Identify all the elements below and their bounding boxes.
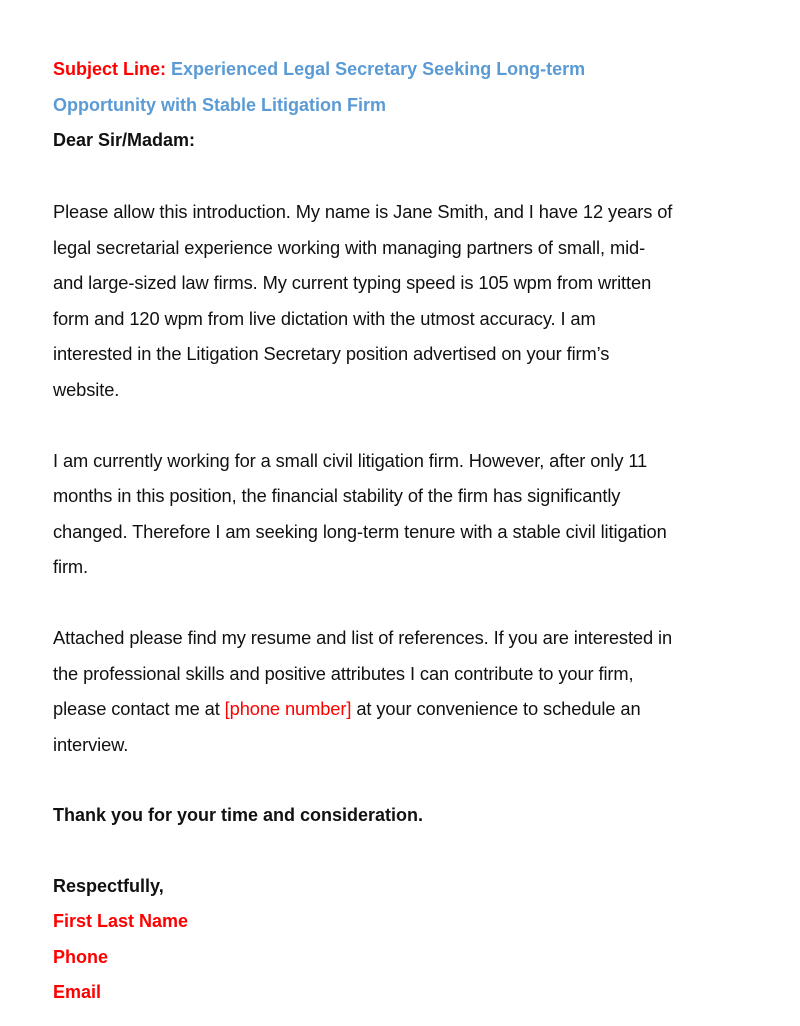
spacer bbox=[53, 407, 753, 443]
cover-letter bbox=[53, 52, 753, 1011]
paragraph-line: website. bbox=[53, 378, 120, 400]
paragraph-line: legal secretarial experience working with managing partners of small, mid- bbox=[53, 236, 646, 258]
paragraph-line: I am currently working for a small civil litigation firm. However, after only 11 bbox=[53, 449, 648, 471]
paragraph-line: months in this position, the financial stability of the firm has significantly bbox=[53, 485, 621, 506]
paragraph-line: changed. Therefore I am seeking long-term tenure with a stable civil litigation bbox=[53, 520, 667, 542]
subject-text-line-1: Experienced Legal Secretary Seeking Long-term bbox=[171, 59, 586, 79]
paragraph-line: form and 120 wpm from live dictation with the utmost accuracy. I am bbox=[53, 307, 596, 329]
subject-text-line-2: Opportunity with Stable Litigation Firm bbox=[53, 94, 386, 115]
thanks-line: Thank you for your time and consideration. bbox=[53, 804, 424, 825]
spacer bbox=[53, 762, 753, 798]
phone-number-placeholder: [phone number] bbox=[224, 698, 352, 719]
paragraph-line: and large-sized law firms. My current typing speed is 105 wpm from written bbox=[53, 272, 652, 293]
contact-text-after: at your convenience to schedule an bbox=[351, 698, 641, 719]
spacer bbox=[53, 585, 753, 621]
paragraph-line: Attached please find my resume and list of references. If you are interested in bbox=[53, 627, 673, 648]
signature-email: Email bbox=[53, 982, 102, 1002]
paragraph-line bbox=[53, 691, 753, 727]
contact-text-before: please contact me at bbox=[53, 698, 225, 719]
paragraph-line: interested in the Litigation Secretary position advertised on your firm’s bbox=[53, 343, 610, 364]
spacer bbox=[53, 159, 753, 195]
paragraph-line: the professional skills and positive attributes I can contribute to your firm, bbox=[53, 662, 634, 684]
signature-phone: Phone bbox=[53, 946, 109, 967]
paragraph-line: interview. bbox=[53, 733, 129, 755]
subject-label: Subject Line: bbox=[53, 59, 167, 79]
closing: Respectfully, bbox=[53, 875, 164, 896]
subject-line bbox=[53, 52, 753, 88]
paragraph-introduction bbox=[53, 194, 753, 407]
salutation: Dear Sir/Madam: bbox=[53, 130, 196, 150]
paragraph-current-position bbox=[53, 443, 753, 585]
paragraph-attachments bbox=[53, 620, 753, 762]
signature-name: First Last Name bbox=[53, 911, 189, 931]
paragraph-line: Please allow this introduction. My name is Jane Smith, and I have 12 years of bbox=[53, 201, 673, 222]
paragraph-line: firm. bbox=[53, 556, 89, 577]
spacer bbox=[53, 833, 753, 869]
